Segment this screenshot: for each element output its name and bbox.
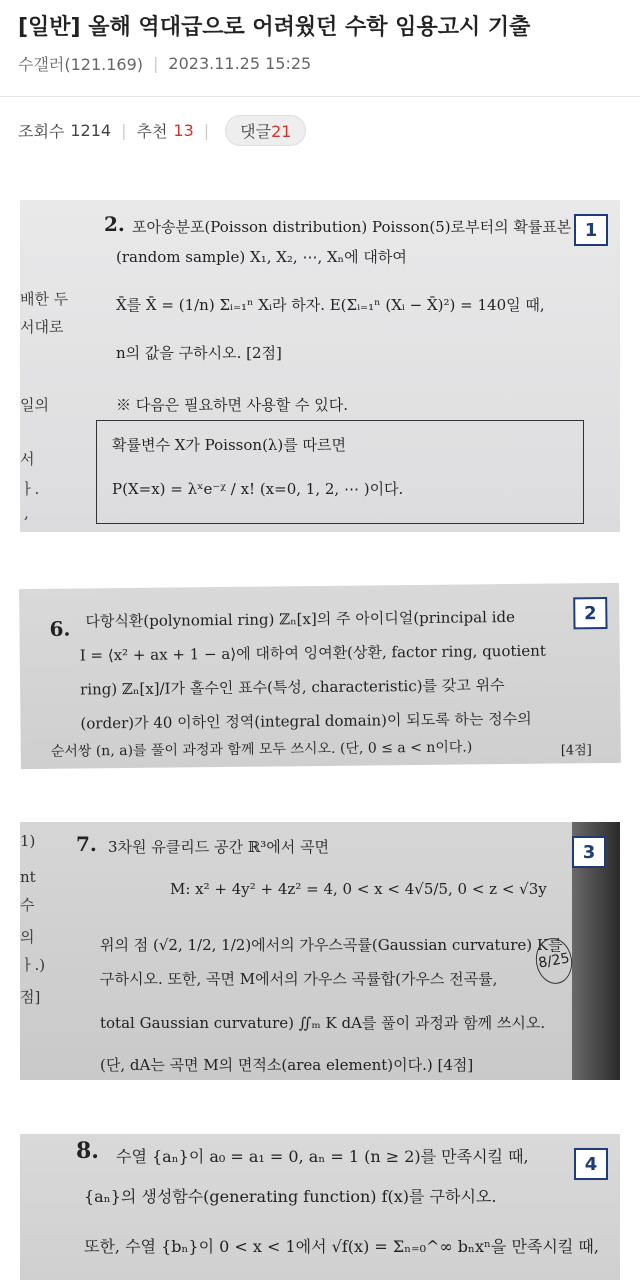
exam-image-4[interactable]: [20, 1134, 620, 1280]
question-number: 2.: [104, 212, 125, 236]
stats-divider: |: [121, 120, 127, 140]
question-line: n의 값을 구하시오. [2점]: [116, 344, 282, 362]
question-line: 구하시오. 또한, 곡면 M에서의 가우스 곡률합(가우스 전곡률,: [100, 970, 498, 988]
margin-text: 배한 두: [20, 290, 69, 308]
margin-text: ,: [24, 504, 29, 522]
post-stats: [18, 114, 306, 146]
question-line: ring) ℤₙ[x]/I가 홀수인 표수(특성, characteristic)를 갖고 위수: [80, 676, 505, 699]
question-line: (단, dA는 곡면 M의 면적소(area element)이다.) [4점]: [100, 1056, 474, 1074]
question-line: 수열 {aₙ}이 a₀ = a₁ = 0, aₙ = 1 (n ≥ 2)를 만족시킬 때,: [116, 1147, 529, 1166]
stats-divider: |: [203, 120, 210, 140]
question-line: {aₙ}의 생성함수(generating function) f(x)를 구하시오.: [84, 1187, 497, 1206]
views-count: 1214: [70, 120, 112, 140]
question-number: 8.: [76, 1138, 99, 1164]
margin-text: ㅏ.): [20, 956, 46, 974]
margin-text: 수: [20, 896, 35, 914]
image-badge: 1: [574, 214, 608, 246]
question-line: 위의 점 (√2, 1/2, 1/2)에서의 가우스곡률(Gaussian curvature) K를: [100, 936, 563, 954]
image-badge: 2: [573, 597, 607, 629]
handwritten-note: 8/25: [532, 935, 575, 987]
question-line: (order)가 40 이하인 정역(integral domain)이 되도록 하는 정수의: [80, 709, 532, 733]
question-line: total Gaussian curvature) ∬ₘ K dA를 풀이 과정과 함께 쓰시오.: [100, 1014, 546, 1032]
question-line: 3차원 유클리드 공간 ℝ³에서 곡면: [108, 838, 329, 856]
margin-text: 서대로: [20, 318, 64, 336]
question-line: X̄를 X̄ = (1/n) Σᵢ₌₁ⁿ Xᵢ라 하자. E(Σᵢ₌₁ⁿ (Xᵢ − X̄)²) = 140일 때,: [116, 296, 545, 314]
exam-image-1[interactable]: [20, 200, 620, 532]
margin-text: 의: [20, 928, 35, 946]
recommend-count: 13: [173, 120, 194, 140]
question-line: ※ 다음은 필요하면 사용할 수 있다.: [116, 396, 348, 414]
header-divider: [0, 96, 640, 97]
question-line: 확률변수 X가 Poisson(λ)를 따르면: [112, 436, 347, 454]
comments-button[interactable]: [225, 115, 306, 146]
question-number: 7.: [76, 832, 97, 856]
comments-count: 21: [271, 121, 292, 141]
question-line: 또한, 수열 {bₙ}이 0 < x < 1에서 √f(x) = Σₙ₌₀^∞ bₙxⁿ을 만족시킬 때,: [84, 1237, 599, 1256]
comments-label: 댓글: [240, 121, 272, 141]
post-datetime: 2023.11.25 15:25: [168, 54, 312, 73]
image-badge: 4: [574, 1148, 608, 1180]
question-line: P(X=x) = λˣe⁻ᵡ / x! (x=0, 1, 2, ⋯ )이다.: [112, 480, 404, 498]
recommend-label: 추천: [136, 121, 168, 141]
margin-text: ㅏ.: [20, 480, 40, 498]
question-number: 6.: [49, 616, 71, 641]
margin-text: 점]: [20, 988, 41, 1006]
post-title: [일반] 올해 역대급으로 어려웠던 수학 임용고시 기출: [18, 15, 531, 40]
margin-text: 일의: [20, 396, 49, 414]
margin-text: 1): [20, 832, 36, 850]
question-line: M: x² + 4y² + 4z² = 4, 0 < x < 4√5/5, 0 < z < √3y: [170, 880, 547, 898]
meta-divider: |: [153, 54, 159, 73]
question-line: 포아송분포(Poisson distribution) Poisson(5)로부터의 확률표본: [132, 218, 572, 236]
question-line: 다항식환(polynomial ring) ℤₙ[x]의 주 아이디얼(principal ide: [85, 607, 516, 631]
author-name[interactable]: 수갤러(121.169): [18, 55, 144, 74]
image-badge: 3: [572, 836, 606, 868]
question-points: [4점]: [560, 743, 592, 759]
exam-image-3[interactable]: [20, 822, 620, 1080]
exam-image-2[interactable]: [19, 583, 621, 769]
margin-text: nt: [20, 868, 36, 886]
views-label: 조회수: [18, 121, 65, 141]
question-line: (random sample) X₁, X₂, ⋯, Xₙ에 대하여: [116, 248, 407, 266]
question-line: 순서쌍 (n, a)를 풀이 과정과 함께 모두 쓰시오. (단, 0 ≤ a < n이다.): [50, 739, 473, 760]
question-line: I = ⟨x² + ax + 1 − a⟩에 대하여 잉여환(상환, factor ring, quotient: [79, 641, 546, 665]
margin-text: 서: [20, 450, 35, 468]
post-meta: [18, 52, 311, 75]
